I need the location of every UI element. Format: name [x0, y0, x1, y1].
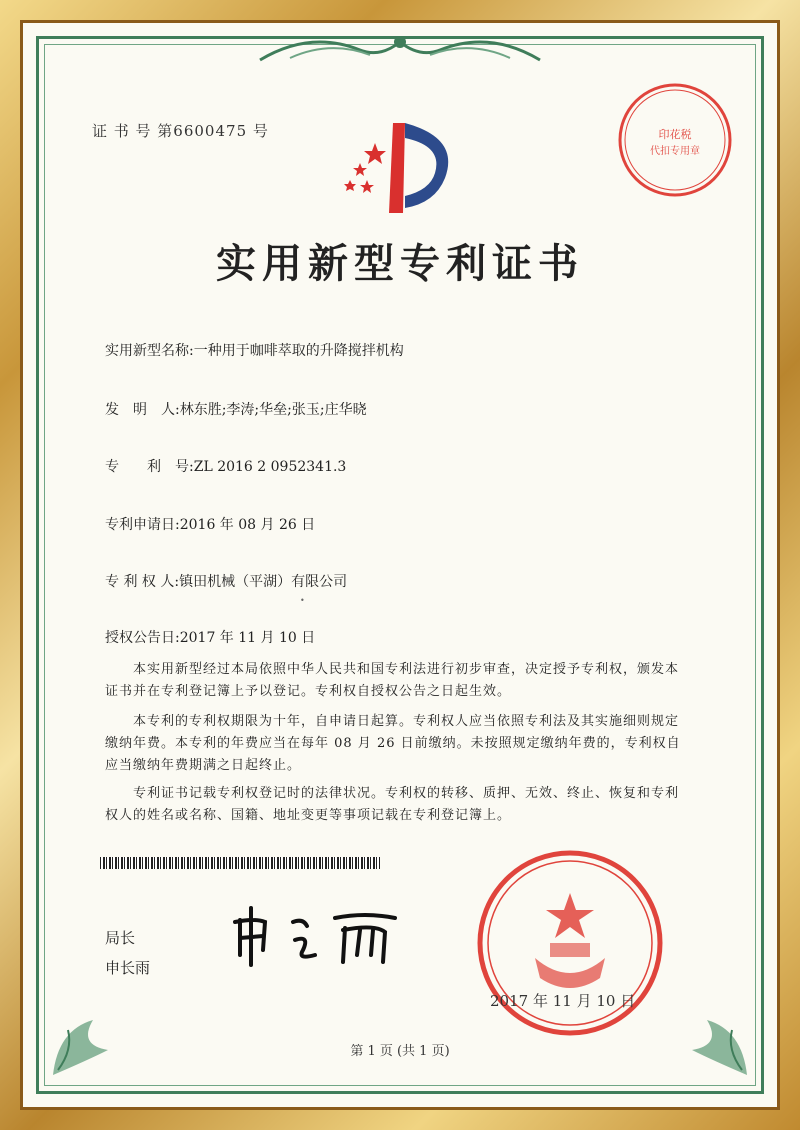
field-label: 专利申请日:	[105, 517, 180, 533]
field-grant-announcement-date	[105, 627, 315, 647]
issue-date: 2017 年 11 月 10 日	[490, 992, 636, 1010]
page-footer: 第 1 页 (共 1 页)	[350, 1044, 450, 1059]
field-value: ZL 2016 2 0952341.3	[193, 459, 347, 475]
field-label: 专 利 号:	[105, 459, 194, 475]
field-patentee	[105, 571, 347, 591]
field-value: 2016 年 08 月 26 日	[179, 517, 316, 533]
field-label: 专 利 权 人:	[105, 574, 180, 590]
field-inventors	[105, 399, 367, 419]
field-label: 授权公告日:	[105, 630, 180, 646]
field-application-date	[105, 514, 315, 534]
field-value: 2017 年 11 月 10 日	[179, 630, 316, 646]
paragraph-grant: 本实用新型经过本局依照中华人民共和国专利法进行初步审查，决定授予专利权，颁发本证书并在专利登记簿上予以登记。专利权自授权公告之日起生效。	[105, 662, 680, 699]
certificate-number: 证 书 号 第6600475 号	[92, 122, 269, 140]
barcode	[100, 857, 380, 869]
field-label: 发 明 人:	[105, 402, 180, 418]
corner-ornament-icon	[48, 990, 138, 1080]
paragraph-legal-status: 专利证书记载专利权登记时的法律状况。专利权的转移、质押、无效、终止、恢复和专利权人的姓名或名称、国籍、地址变更等事项记载在专利登记簿上。	[105, 786, 680, 823]
dot-mark: •	[300, 596, 305, 605]
signature-icon	[225, 900, 405, 970]
svg-text:印花税: 印花税	[658, 128, 692, 141]
field-label: 实用新型名称:	[105, 343, 194, 359]
paragraph-term: 本专利的专利权期限为十年，自申请日起算。专利权人应当依照专利法及其实施细则规定缴纳年费。本专利的年费应当在每年 08 月 26 日前缴纳。未按照规定缴纳年费的，专利权自应当缴纳年费期满之日起终止。	[105, 714, 681, 773]
tax-seal-icon	[615, 80, 735, 200]
field-value: 一种用于咖啡萃取的升降搅拌机构	[193, 343, 404, 359]
director-name: 申长雨	[105, 959, 151, 977]
field-value: 林东胜;李涛;华垒;张玉;庄华晓	[179, 402, 367, 418]
corner-ornament-icon	[662, 990, 752, 1080]
top-ornament-icon	[250, 30, 550, 70]
patent-office-logo-icon	[335, 118, 465, 218]
svg-text:代扣专用章: 代扣专用章	[650, 146, 700, 157]
field-patent-number	[105, 456, 346, 476]
field-value: 镇田机械（平湖）有限公司	[179, 574, 348, 590]
director-title: 局长	[105, 929, 136, 947]
field-utility-model-name	[105, 340, 404, 360]
certificate-title: 实用新型专利证书	[216, 240, 584, 287]
